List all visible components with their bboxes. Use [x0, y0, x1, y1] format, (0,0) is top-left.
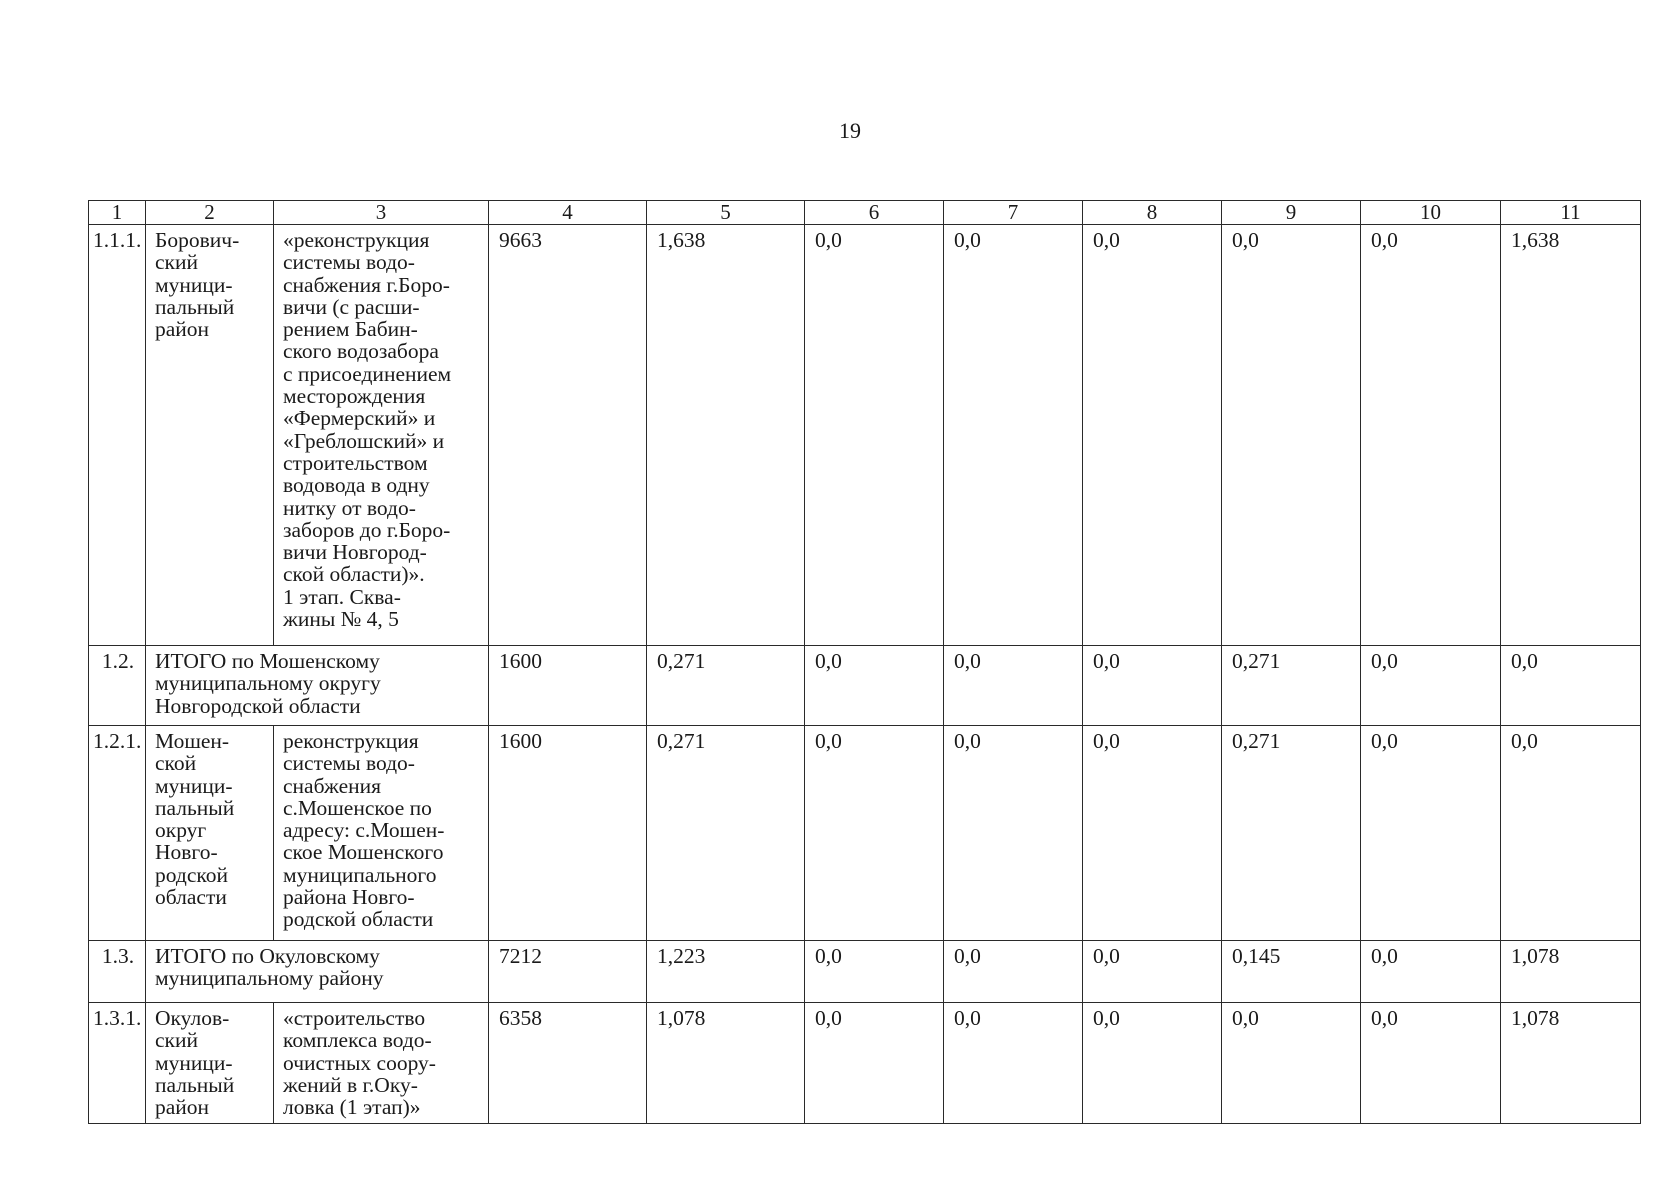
text-line: нитку от водо-	[283, 495, 416, 520]
text-line: «строительство	[283, 1006, 426, 1030]
text-line: снабжения г.Боро-	[283, 272, 450, 297]
value-cell: 0,0	[1361, 1003, 1501, 1124]
text-line: пальный	[155, 1072, 235, 1097]
value-cell: 0,0	[1361, 646, 1501, 726]
value-cell: 0,0	[944, 941, 1083, 1003]
value-cell: 0,271	[1222, 726, 1361, 941]
value-cell: 0,271	[1222, 646, 1361, 726]
value-cell: 0,0	[944, 726, 1083, 941]
text-line: адресу: с.Мошен-	[283, 818, 445, 843]
total-label-cell	[146, 941, 489, 1003]
value-cell: 0,271	[647, 726, 805, 941]
text-line: муници-	[155, 272, 233, 297]
text-line: ского водозабора	[283, 339, 439, 364]
column-header: 10	[1361, 201, 1501, 225]
project-cell	[274, 726, 489, 941]
text-line: заборов до г.Боро-	[283, 517, 451, 542]
text-line: пальный	[155, 795, 235, 820]
text-line: район	[155, 1095, 210, 1120]
text-line: очистных соору-	[283, 1050, 436, 1075]
value-cell: 0,0	[944, 1003, 1083, 1124]
column-header: 11	[1501, 201, 1641, 225]
text-line: области	[155, 885, 227, 910]
text-line: рением Бабин-	[283, 317, 418, 342]
value-cell: 0,0	[944, 646, 1083, 726]
value-cell: 0,0	[805, 646, 944, 726]
text-line: комплекса водо-	[283, 1028, 432, 1053]
text-line: водовода в одну	[283, 473, 430, 498]
text-line: жений в г.Оку-	[283, 1072, 418, 1097]
text-line: муниципальному району	[155, 966, 384, 991]
row-number: 1.3.1.	[89, 1003, 146, 1124]
text-line: родской	[155, 862, 228, 887]
text-line: район	[155, 317, 210, 342]
column-header: 2	[146, 201, 274, 225]
value-cell: 0,0	[1361, 941, 1501, 1003]
text-line: системы водо-	[283, 751, 415, 776]
text-line: пальный	[155, 294, 235, 319]
text-line: с присоединением	[283, 361, 452, 386]
total-label-cell	[146, 646, 489, 726]
value-cell: 0,0	[1083, 941, 1222, 1003]
page-number: 19	[839, 118, 861, 143]
text-line: месторождения	[283, 384, 426, 409]
text-line: жины № 4, 5	[283, 607, 399, 632]
value-cell: 0,0	[944, 225, 1083, 646]
text-line: с.Мошенское по	[283, 795, 432, 820]
value-cell: 0,0	[1083, 646, 1222, 726]
column-number-row	[89, 201, 1641, 225]
column-header: 1	[89, 201, 146, 225]
column-header: 4	[489, 201, 647, 225]
text-line: Новгородской области	[155, 693, 361, 718]
value-cell: 0,0	[1361, 225, 1501, 646]
municipality-cell	[146, 225, 274, 646]
text-line: снабжения	[283, 773, 382, 798]
table-row-total	[89, 941, 1641, 1003]
column-header: 3	[274, 201, 489, 225]
value-cell: 0,0	[1083, 225, 1222, 646]
column-header: 6	[805, 201, 944, 225]
text-line: ловка (1 этап)»	[283, 1095, 421, 1120]
value-cell: 0,0	[1222, 1003, 1361, 1124]
text-line: ской области)».	[283, 562, 425, 587]
table-row	[89, 726, 1641, 941]
text-line: Окулов-	[155, 1006, 230, 1030]
project-cell	[274, 1003, 489, 1124]
row-number: 1.3.	[89, 941, 146, 1003]
text-line: родской области	[283, 907, 434, 932]
text-line: ской	[155, 751, 197, 776]
value-cell: 0,0	[805, 1003, 944, 1124]
text-line: ский	[155, 250, 198, 275]
text-line: Мошен-	[155, 729, 230, 753]
value-cell: 7212	[489, 941, 647, 1003]
text-line: ский	[155, 1028, 198, 1053]
text-line: реконструкция	[283, 729, 419, 753]
value-cell: 0,0	[1222, 225, 1361, 646]
value-cell: 0,145	[1222, 941, 1361, 1003]
value-cell: 1600	[489, 646, 647, 726]
value-cell: 0,0	[1501, 646, 1641, 726]
row-number: 1.2.1.	[89, 726, 146, 941]
data-table	[88, 200, 1641, 1124]
value-cell: 0,0	[805, 941, 944, 1003]
text-line: системы водо-	[283, 250, 415, 275]
text-line: 1 этап. Сква-	[283, 584, 401, 609]
text-line: ИТОГО по Мошенскому	[155, 649, 380, 673]
table-row	[89, 225, 1641, 646]
text-line: ИТОГО по Окуловскому	[155, 944, 380, 968]
value-cell: 9663	[489, 225, 647, 646]
text-line: муниципальному округу	[155, 671, 381, 696]
text-line: вичи (с расши-	[283, 294, 420, 319]
text-line: Борович-	[155, 228, 240, 252]
table-row	[89, 1003, 1641, 1124]
column-header: 8	[1083, 201, 1222, 225]
value-cell: 1,223	[647, 941, 805, 1003]
value-cell: 0,0	[1501, 726, 1641, 941]
text-line: «реконструкция	[283, 228, 430, 252]
value-cell: 0,0	[805, 726, 944, 941]
value-cell: 0,0	[1083, 1003, 1222, 1124]
value-cell: 1,638	[1501, 225, 1641, 646]
value-cell: 1,078	[1501, 941, 1641, 1003]
municipality-cell	[146, 726, 274, 941]
text-line: муници-	[155, 1050, 233, 1075]
text-line: «Фермерский» и	[283, 406, 436, 431]
text-line: Новго-	[155, 840, 218, 865]
text-line: «Греблошский» и	[283, 428, 445, 453]
text-line: вичи Новгород-	[283, 540, 427, 565]
value-cell: 0,271	[647, 646, 805, 726]
value-cell: 1,078	[1501, 1003, 1641, 1124]
value-cell: 6358	[489, 1003, 647, 1124]
column-header: 7	[944, 201, 1083, 225]
value-cell: 1,638	[647, 225, 805, 646]
text-line: строительством	[283, 450, 428, 475]
row-number: 1.2.	[89, 646, 146, 726]
value-cell: 0,0	[805, 225, 944, 646]
text-line: муници-	[155, 773, 233, 798]
value-cell: 1600	[489, 726, 647, 941]
municipality-cell	[146, 1003, 274, 1124]
column-header: 5	[647, 201, 805, 225]
column-header: 9	[1222, 201, 1361, 225]
text-line: муниципального	[283, 862, 437, 887]
project-cell	[274, 225, 489, 646]
value-cell: 1,078	[647, 1003, 805, 1124]
text-line: округ	[155, 818, 207, 843]
value-cell: 0,0	[1361, 726, 1501, 941]
value-cell: 0,0	[1083, 726, 1222, 941]
row-number: 1.1.1.	[89, 225, 146, 646]
table-row-total	[89, 646, 1641, 726]
text-line: ское Мошенского	[283, 840, 444, 865]
text-line: района Новго-	[283, 885, 415, 910]
